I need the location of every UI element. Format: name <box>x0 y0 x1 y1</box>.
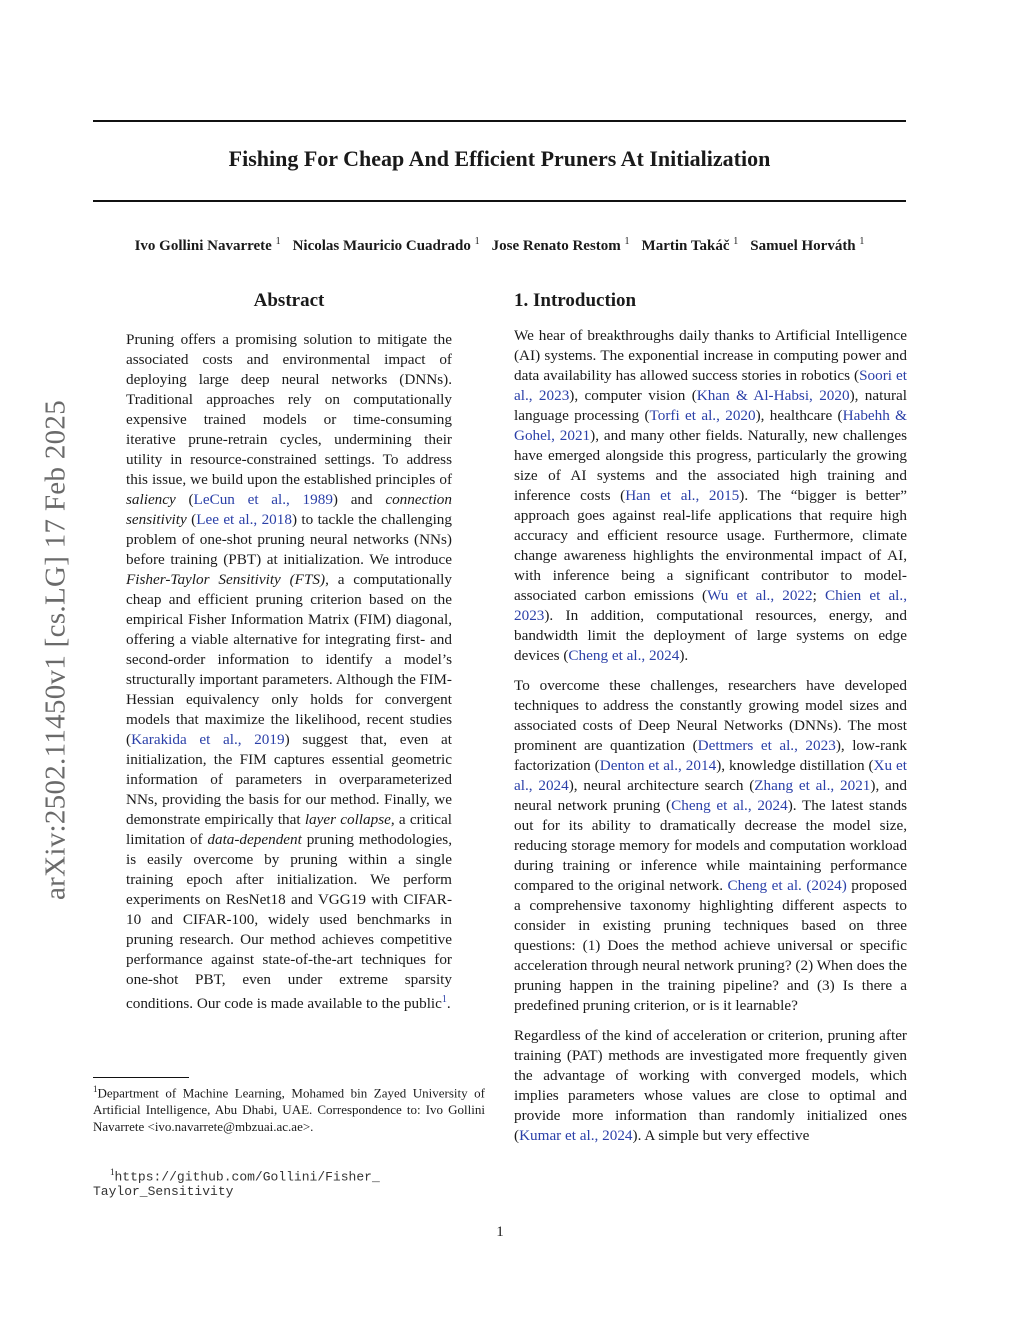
author-affiliation-mark: 1 <box>474 236 480 247</box>
author-affiliation-mark: 1 <box>624 236 630 247</box>
text-run: ), computer vision ( <box>569 387 697 404</box>
citation-link[interactable]: Kumar et al., 2024 <box>519 1127 633 1144</box>
citation-link[interactable]: Soori et al., 2023 <box>514 367 907 404</box>
author-affiliation-mark: 1 <box>859 236 865 247</box>
author-name <box>642 238 739 254</box>
abstract-heading: Abstract <box>253 290 325 311</box>
title-rule <box>93 200 906 202</box>
abstract-text <box>126 330 452 1014</box>
emphasis: connection sensitivity <box>126 491 452 528</box>
author-list <box>93 236 906 255</box>
text-run: Regardless of the kind of acceleration or criterion, pruning after training (PAT) methods are investigated more frequently given the advantage of working with converged models, which implies parameters whose values are close to optimal and provide more information than randomly initialized ones ( <box>514 1027 907 1144</box>
introduction-text <box>514 326 907 1156</box>
text-run: ), and neural network pruning ( <box>514 777 907 814</box>
footnote-mark: 1 <box>110 1167 115 1177</box>
footnote-ref[interactable]: 1 <box>441 994 447 1005</box>
introduction-heading: 1. Introduction <box>514 290 637 311</box>
top-rule <box>93 120 906 122</box>
paper-title: Fishing For Cheap And Efficient Pruners At Initialization <box>228 146 771 171</box>
citation-link[interactable]: Zhang et al., 2021 <box>754 777 871 794</box>
affiliation-footnote <box>93 1081 485 1135</box>
text-run: ; <box>812 587 825 604</box>
citation-link[interactable]: Denton et al., 2014 <box>599 757 717 774</box>
author-affiliation-mark: 1 <box>733 236 739 247</box>
text-run: ) and <box>332 491 386 508</box>
text-run: ) to tackle the challenging problem of one-shot pruning neural networks (NNs) before training (PBT) at initialization. We introduce <box>126 511 452 568</box>
citation-link[interactable]: Xu et al., 2024 <box>514 757 908 794</box>
citation-link[interactable]: Karakida et al., 2019 <box>131 731 285 748</box>
author-affiliation-mark: 1 <box>275 236 281 247</box>
emphasis: layer collapse <box>304 811 391 828</box>
text-run: ). A simple but very effective <box>632 1127 810 1144</box>
author-name <box>135 238 281 254</box>
text-run: , a critical limitation of <box>126 811 452 848</box>
citation-link[interactable]: Dettmers et al., 2023 <box>697 737 836 754</box>
emphasis: Fisher-Taylor Sensitivity (FTS) <box>126 571 326 588</box>
intro-paragraph <box>514 676 907 1016</box>
text-run: pruning methodologies, is easily overcome by pruning within a single training epoch after initialization. We perform experiments on ResNet18 and VGG19 with CIFAR-10 and CIFAR-100, widely used benchmarks in pruning research. Our method achieves competitive performance against state-of-the-art techniques for one-shot PBT, even under extreme sparsity conditions. Our code is made available to the public <box>126 831 452 1013</box>
citation-link[interactable]: Cheng et al., 2024 <box>568 647 680 664</box>
author-name-text: Ivo Gollini Navarrete <box>134 238 272 254</box>
text-run: We hear of breakthroughs daily thanks to Artificial Intelligence (AI) systems. The exponential increase in computing power and data availability has allowed success stories in robotics ( <box>514 327 907 384</box>
text-run: ), and many other fields. Naturally, new challenges have emerged alongside this progress, particularly the growing size of AI systems and the associated high training and inference costs ( <box>514 427 907 504</box>
affiliation-text: Department of Machine Learning, Mohamed bin Zayed University of Artificial Intelligence, Abu Dhabi, UAE. Correspondence to: Ivo Gollini Navarrete <ivo.navarrete@mbzuai.ac.ae>. <box>93 1085 485 1135</box>
text-run: ), low-rank factorization ( <box>514 737 908 774</box>
text-run: ), neural architecture search ( <box>568 777 755 794</box>
text-run: ), knowledge distillation ( <box>716 757 874 774</box>
footnote-mark: 1 <box>93 1084 98 1094</box>
intro-paragraph <box>514 326 907 666</box>
text-run: ), natural language processing ( <box>514 387 907 424</box>
citation-link[interactable]: Habehh & Gohel, 2021 <box>514 407 907 444</box>
author-name-text: Martin Takáč <box>641 238 730 254</box>
code-url-line2[interactable]: Taylor_Sensitivity <box>93 1184 234 1199</box>
text-run: . <box>446 995 451 1013</box>
citation-link[interactable]: Khan & Al-Habsi, 2020 <box>696 387 850 404</box>
text-run: ). The latest stands out for its ability to dramatically decrease the model size, reducing storage memory for models and computation workload during training or inference while maintaining performance compared to the original network. <box>514 797 907 894</box>
footnote-rule <box>93 1077 189 1078</box>
author-name-text: Samuel Horváth <box>750 238 856 254</box>
author-name-text: Nicolas Mauricio Cuadrado <box>292 238 471 254</box>
citation-link[interactable]: Chien et al., 2023 <box>514 587 907 624</box>
text-run: proposed a comprehensive taxonomy highlighting different aspects to consider in existing pruning techniques based on three questions: (1) Does the method achieve universal or specific acceleration through neural network pruning? (2) When does the pruning happen in the training pipeline? and (3) Is there a predefined pruning criterion, or is it learnable? <box>514 877 907 1014</box>
text-run: ). <box>679 647 689 664</box>
text-run: ). The “bigger is better” approach goes against real-life applications that require high accuracy and efficient resource usage. Furthermore, climate change awareness highlights the environmental impact of AI, with inference being a significant contributor to model-associated carbon emissions ( <box>514 487 907 604</box>
emphasis: saliency <box>126 491 176 508</box>
author-name <box>492 238 630 254</box>
citation-link[interactable]: Torfi et al., 2020 <box>649 407 756 424</box>
citation-link[interactable]: Han et al., 2015 <box>625 487 740 504</box>
citation-link[interactable]: LeCun et al., 1989 <box>193 491 333 508</box>
page-number: 1 <box>496 1224 504 1240</box>
author-name-text: Jose Renato Restom <box>491 238 621 254</box>
citation-link[interactable]: Cheng et al., 2024 <box>671 797 788 814</box>
code-url-line1[interactable]: https://github.com/Gollini/Fisher_ <box>114 1169 380 1185</box>
citation-link[interactable]: Lee et al., 2018 <box>196 511 292 528</box>
intro-paragraph <box>514 1026 907 1146</box>
text-run: , a computationally cheap and efficient pruning criterion based on the empirical Fisher Information Matrix (FIM) diagonal, offering a viable alternative for integrating first- and second-order information to identify a model’s structurally important parameters. Although the FIM-Hessian equivalency only holds for convergent models that maximize the likelihood, recent studies ( <box>126 571 452 748</box>
citation-link[interactable]: Wu et al., 2022 <box>707 587 813 604</box>
text-run: To overcome these challenges, researchers have developed techniques to address the constantly growing model sizes and associated costs of Deep Neural Networks (DNNs). The most prominent are quantization ( <box>514 677 907 754</box>
arxiv-identifier: arXiv:2502.11450v1 [cs.LG] 17 Feb 2025 <box>39 399 72 901</box>
text-run: ( <box>175 491 194 508</box>
text-run: ). In addition, computational resources, energy, and bandwidth limit the deployment of large systems on edge devices ( <box>514 607 907 664</box>
text-run: ), healthcare ( <box>755 407 843 424</box>
text-run: ) suggest that, even at initialization, the FIM captures essential geometric information of parameters in overparameterized NNs, providing the basis for our method. Finally, we demonstrate empirically that <box>126 731 453 828</box>
author-name <box>750 238 864 254</box>
text-run: Pruning offers a promising solution to mitigate the associated costs and environmental impact of deploying large deep neural networks (DNNs). Traditional approaches rely on computationally expensive trained models or time-consuming iterative prune-retrain cycles, undermining their utility in resource-constrained settings. To address this issue, we build upon the established principles of <box>126 331 452 488</box>
author-name <box>293 238 480 254</box>
citation-link[interactable]: Cheng et al. (2024) <box>727 877 847 894</box>
text-run: ( <box>186 511 197 528</box>
emphasis: data-dependent <box>207 831 302 848</box>
